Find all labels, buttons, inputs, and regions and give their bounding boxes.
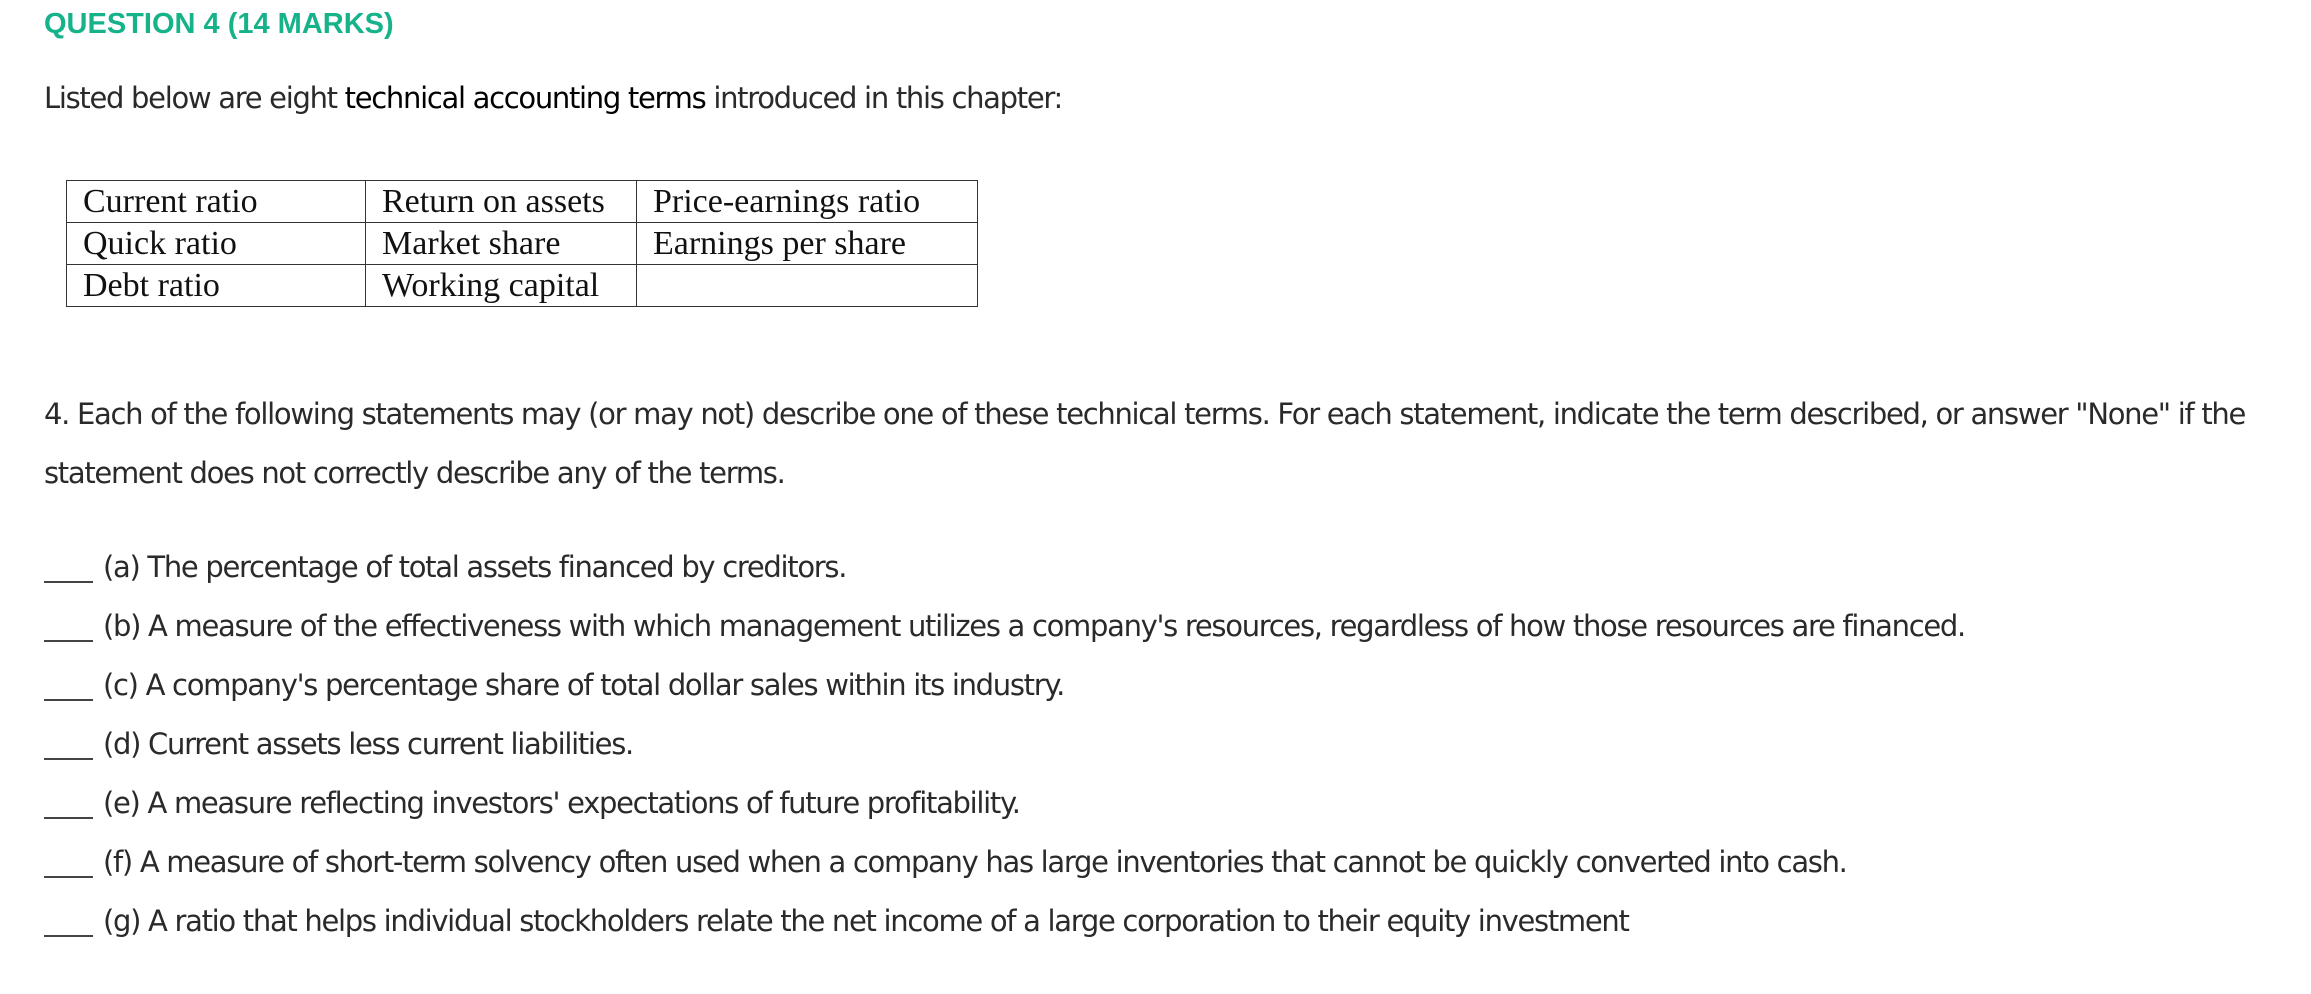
- table-row: [67, 181, 978, 223]
- statement-text: (g) A ratio that helps individual stockholders relate the net income of a large corporation to their equity investment: [103, 904, 1629, 938]
- answer-blank[interactable]: [44, 836, 93, 878]
- list-item: [44, 833, 1965, 892]
- statement-text: (f) A measure of short-term solvency often used when a company has large inventories that cannot be quickly converted into cash.: [103, 845, 1847, 879]
- intro-text-after: introduced in this chapter:: [705, 81, 1062, 115]
- question-instructions: 4. Each of the following statements may (or may not) describe one of these technical terms. For each statement, indicate the term described, or answer "None" if the statement does not correctly describe any of the terms.: [44, 397, 2246, 490]
- terms-table: [66, 180, 978, 307]
- table-cell: Working capital: [366, 265, 637, 307]
- statement-text: (a) The percentage of total assets financed by creditors.: [103, 550, 847, 584]
- answer-blank[interactable]: [44, 895, 93, 937]
- list-item: [44, 538, 1965, 597]
- list-item: [44, 715, 1965, 774]
- table-cell: Quick ratio: [67, 223, 366, 265]
- list-item: [44, 656, 1965, 715]
- answer-blank[interactable]: [44, 600, 93, 642]
- table-cell: Market share: [366, 223, 637, 265]
- list-item: [44, 597, 1965, 656]
- table-cell: Debt ratio: [67, 265, 366, 307]
- statement-text: (e) A measure reflecting investors' expectations of future profitability.: [103, 786, 1020, 820]
- answer-blank[interactable]: [44, 541, 93, 583]
- table-row: [67, 223, 978, 265]
- answer-blank[interactable]: [44, 659, 93, 701]
- table-cell: Return on assets: [366, 181, 637, 223]
- statement-text: (d) Current assets less current liabilities.: [103, 727, 633, 761]
- question-heading: QUESTION 4 (14 MARKS): [44, 8, 394, 40]
- statement-list: [44, 538, 1965, 951]
- table-row: [67, 265, 978, 307]
- statement-text: (b) A measure of the effectiveness with which management utilizes a company's resources, regardless of how those resources are financed.: [103, 609, 1965, 643]
- intro-paragraph: [44, 78, 1062, 118]
- intro-emphasis: technical accounting terms: [344, 81, 706, 115]
- table-cell: Price-earnings ratio: [637, 181, 978, 223]
- answer-blank[interactable]: [44, 777, 93, 819]
- list-item: [44, 892, 1965, 951]
- list-item: [44, 774, 1965, 833]
- answer-blank[interactable]: [44, 718, 93, 760]
- table-cell: Current ratio: [67, 181, 366, 223]
- table-cell: Earnings per share: [637, 223, 978, 265]
- intro-text-before: Listed below are eight: [44, 81, 345, 115]
- table-cell: [637, 265, 978, 307]
- statement-text: (c) A company's percentage share of total dollar sales within its industry.: [103, 668, 1065, 702]
